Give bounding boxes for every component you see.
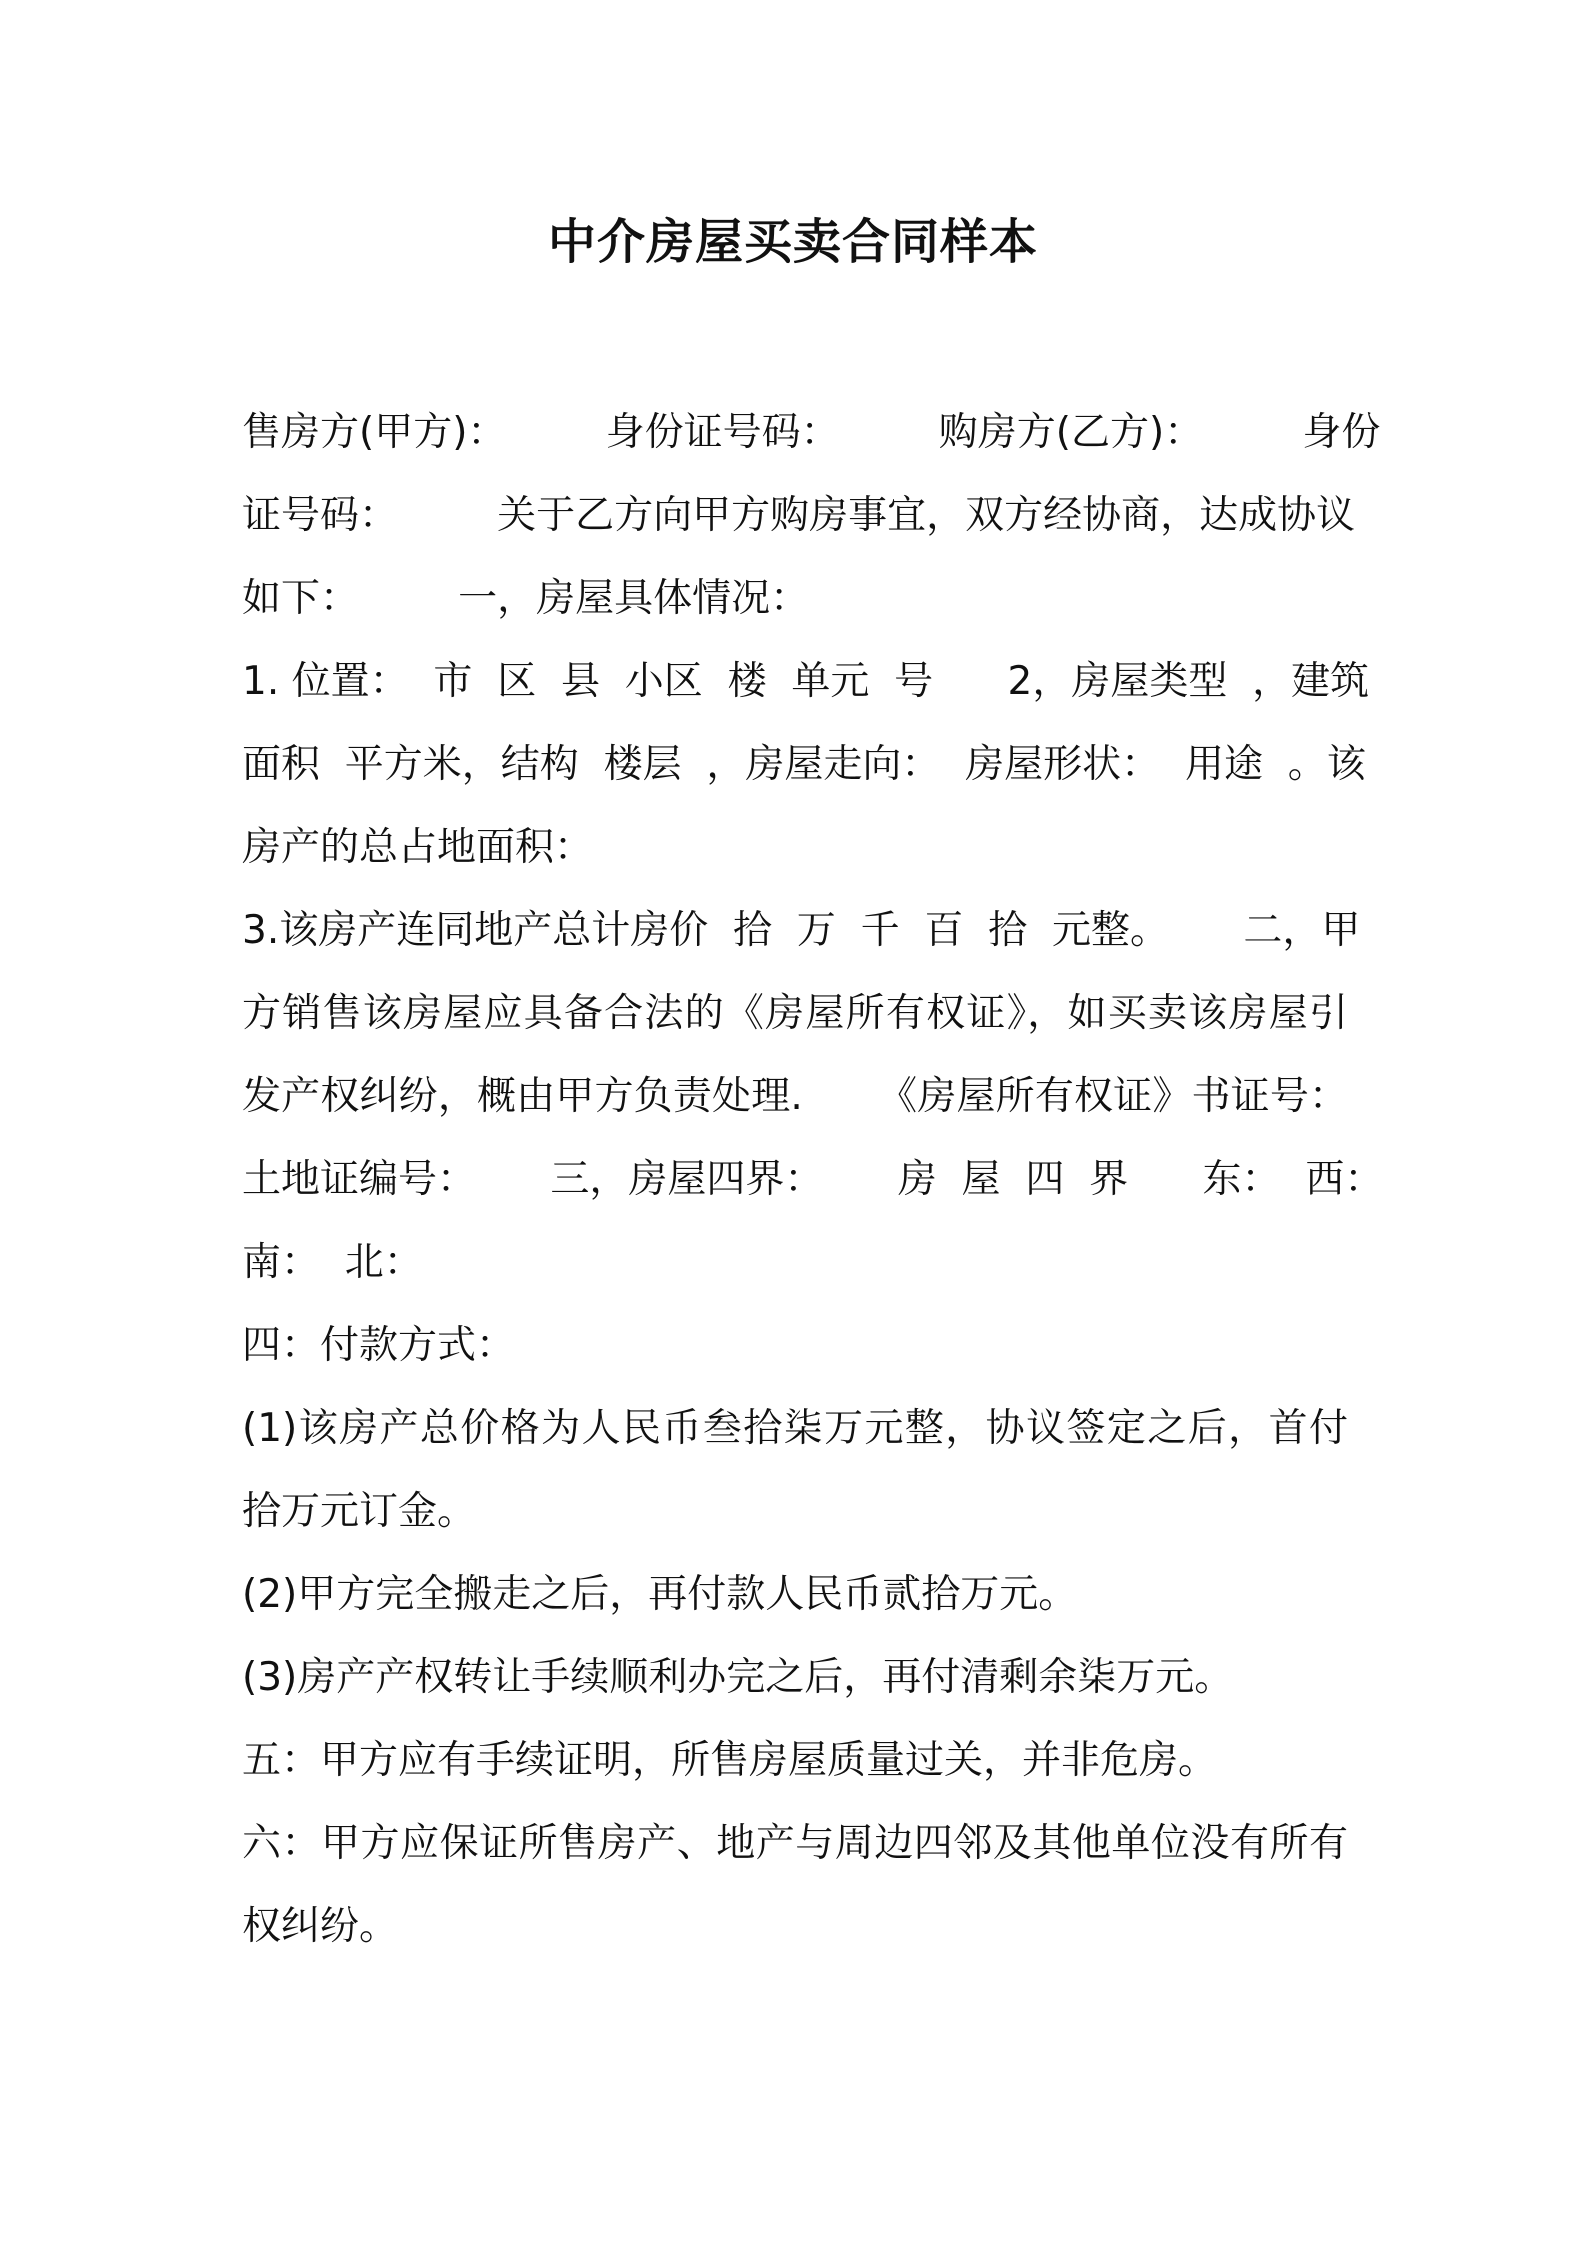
document-body xyxy=(242,403,1384,1980)
document-line: 土地证编号： 三，房屋四界： 房 屋 四 界 东： 西： xyxy=(242,1157,1384,1202)
document-line: 房产的总占地面积： xyxy=(242,825,594,870)
document-line: (2)甲方完全搬走之后，再付款人民币贰拾万元。 xyxy=(242,1572,1078,1617)
document-line: (3)房产产权转让手续顺利办完之后，再付清剩余柒万元。 xyxy=(242,1655,1234,1700)
document-line: 五：甲方应有手续证明，所售房屋质量过关，并非危房。 xyxy=(242,1738,1218,1783)
document-line: 南： 北： xyxy=(242,1240,423,1285)
document-line: (1)该房产总价格为人民币叁拾柒万元整，协议签定之后，首付 xyxy=(242,1406,1348,1451)
document-line: 发产权纠纷，概由甲方负责处理. 《房屋所有权证》书证号： xyxy=(242,1074,1348,1119)
document-line: 售房方(甲方)： 身份证号码： 购房方(乙方)： 身份 xyxy=(242,410,1381,455)
document-line: 3.该房产连同地产总计房价 拾 万 千 百 拾 元整。 二，甲 xyxy=(242,908,1361,953)
document-line: 六：甲方应保证所售房产、地产与周边四邻及其他单位没有所有 xyxy=(242,1821,1348,1866)
document-line: 1. 位置： 市 区 县 小区 楼 单元 号 2，房屋类型 ，建筑 xyxy=(242,659,1370,704)
document-line: 面积 平方米，结构 楼层 ，房屋走向： 房屋形状： 用途 。该 xyxy=(242,742,1366,787)
document-line: 证号码： 关于乙方向甲方购房事宜，双方经协商，达成协议 xyxy=(242,493,1356,538)
document-line: 拾万元订金。 xyxy=(242,1489,477,1534)
document-title: 中介房屋买卖合同样本 xyxy=(547,214,1038,270)
document-line: 如下： 一，房屋具体情况： xyxy=(242,576,810,621)
document-line: 方销售该房屋应具备合法的《房屋所有权证》，如买卖该房屋引 xyxy=(242,991,1348,1036)
document-line: 四：付款方式： xyxy=(242,1323,516,1368)
document-line: 权纠纷。 xyxy=(242,1904,399,1949)
